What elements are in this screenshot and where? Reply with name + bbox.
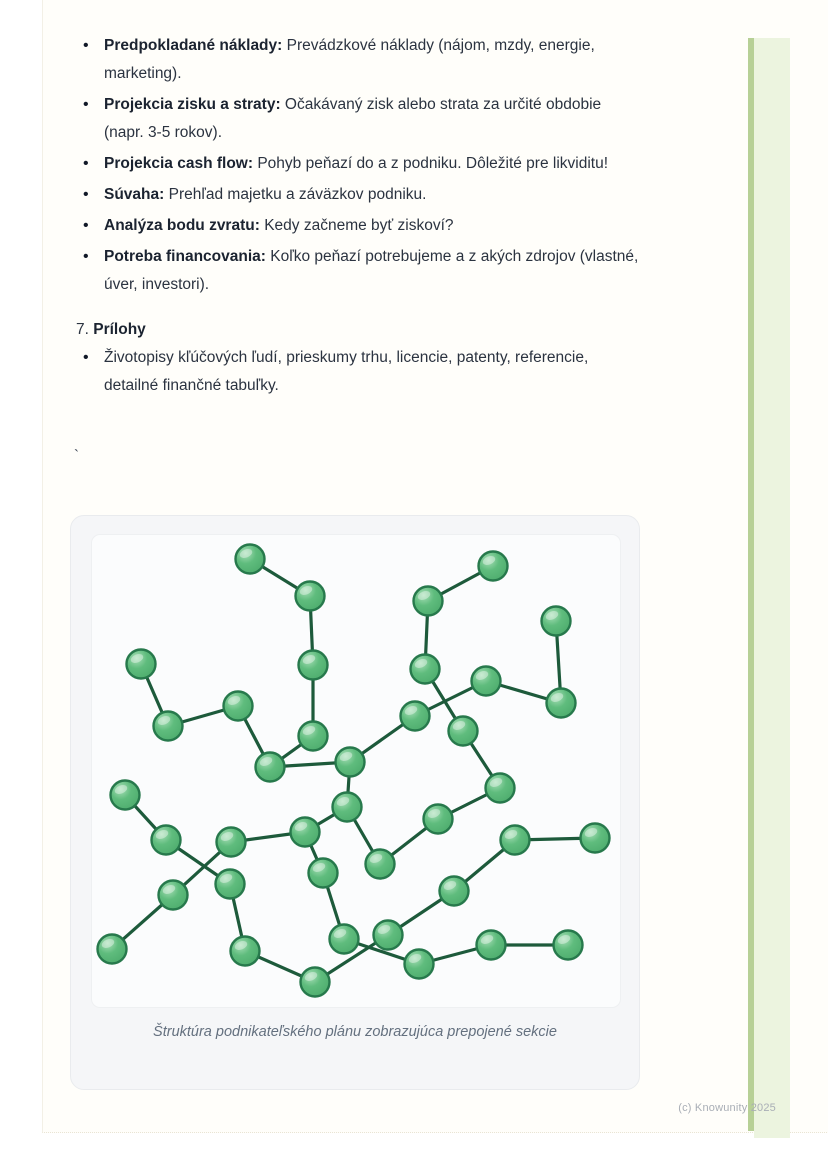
item-text: Koľko peňazí potrebujeme a z akých zdrojov (vlastné, úver, investori). bbox=[104, 248, 639, 293]
item-label: Projekcia cash flow: bbox=[104, 155, 254, 172]
item-label: Projekcia zisku a straty: bbox=[104, 96, 281, 113]
graph-node bbox=[291, 818, 320, 847]
item-text: Prevádzkové náklady (nájom, mzdy, energie, marketing). bbox=[104, 37, 595, 82]
graph-node bbox=[440, 877, 469, 906]
graph-node bbox=[236, 545, 265, 574]
item-text: Pohyb peňazí do a z podniku. Dôležité pre likviditu! bbox=[253, 155, 609, 172]
section-number: 7. bbox=[76, 321, 89, 338]
graph-node bbox=[479, 552, 508, 581]
item-text: Životopisy kľúčových ľudí, prieskumy trhu, licencie, patenty, referencie, detailné finančné tabuľky. bbox=[104, 349, 589, 394]
finance-list bbox=[76, 32, 642, 299]
graph-node bbox=[98, 935, 127, 964]
graph-node bbox=[152, 826, 181, 855]
item-label: Predpokladané náklady: bbox=[104, 37, 283, 54]
graph-node bbox=[301, 968, 330, 997]
graph-node bbox=[216, 870, 245, 899]
graph-node bbox=[414, 587, 443, 616]
graph-node bbox=[309, 859, 338, 888]
graph-node bbox=[299, 722, 328, 751]
stray-backtick: ` bbox=[74, 447, 79, 464]
item-label: Potreba financovania: bbox=[104, 248, 266, 265]
graph-node bbox=[217, 828, 246, 857]
graph-node bbox=[411, 655, 440, 684]
list-item bbox=[76, 344, 642, 400]
list-item bbox=[76, 150, 642, 178]
bookmark-ribbon-panel bbox=[754, 38, 790, 1138]
graph-node bbox=[159, 881, 188, 910]
graph-node bbox=[405, 950, 434, 979]
graph-node bbox=[224, 692, 253, 721]
graph-node bbox=[374, 921, 403, 950]
graph-node bbox=[401, 702, 430, 731]
watermark: (c) Knowunity 2025 bbox=[678, 1102, 776, 1114]
graph-node bbox=[472, 667, 501, 696]
graph-node bbox=[231, 937, 260, 966]
list-item bbox=[76, 243, 642, 299]
graph-node bbox=[256, 753, 285, 782]
graph-node bbox=[486, 774, 515, 803]
network-graph bbox=[92, 535, 621, 1008]
list-item bbox=[76, 32, 642, 88]
item-label: Analýza bodu zvratu: bbox=[104, 217, 260, 234]
graph-node bbox=[366, 850, 395, 879]
graph-node bbox=[477, 931, 506, 960]
graph-node bbox=[547, 689, 576, 718]
item-text: Prehľad majetku a záväzkov podniku. bbox=[164, 186, 427, 203]
item-text: Kedy začneme byť ziskoví? bbox=[259, 217, 454, 234]
graph-node bbox=[299, 651, 328, 680]
figure-card bbox=[70, 515, 640, 1090]
graph-node bbox=[330, 925, 359, 954]
item-text: Očakávaný zisk alebo strata za určité obdobie (napr. 3-5 rokov). bbox=[104, 96, 602, 141]
list-item bbox=[76, 91, 642, 147]
graph-node bbox=[336, 748, 365, 777]
network-graph-panel bbox=[91, 534, 621, 1008]
text-content bbox=[76, 32, 642, 403]
graph-node bbox=[111, 781, 140, 810]
graph-node bbox=[154, 712, 183, 741]
graph-node bbox=[554, 931, 583, 960]
graph-node bbox=[581, 824, 610, 853]
graph-node bbox=[127, 650, 156, 679]
graph-node bbox=[296, 582, 325, 611]
graph-node bbox=[501, 826, 530, 855]
graph-node bbox=[333, 793, 362, 822]
graph-node bbox=[542, 607, 571, 636]
graph-node bbox=[424, 805, 453, 834]
section-heading bbox=[76, 316, 642, 344]
graph-node bbox=[449, 717, 478, 746]
section-title: Prílohy bbox=[93, 321, 146, 338]
figure-caption: Štruktúra podnikateľského plánu zobrazujúca prepojené sekcie bbox=[153, 1024, 557, 1040]
item-label: Súvaha: bbox=[104, 186, 165, 203]
list-item bbox=[76, 212, 642, 240]
appendix-list bbox=[76, 344, 642, 400]
list-item bbox=[76, 181, 642, 209]
